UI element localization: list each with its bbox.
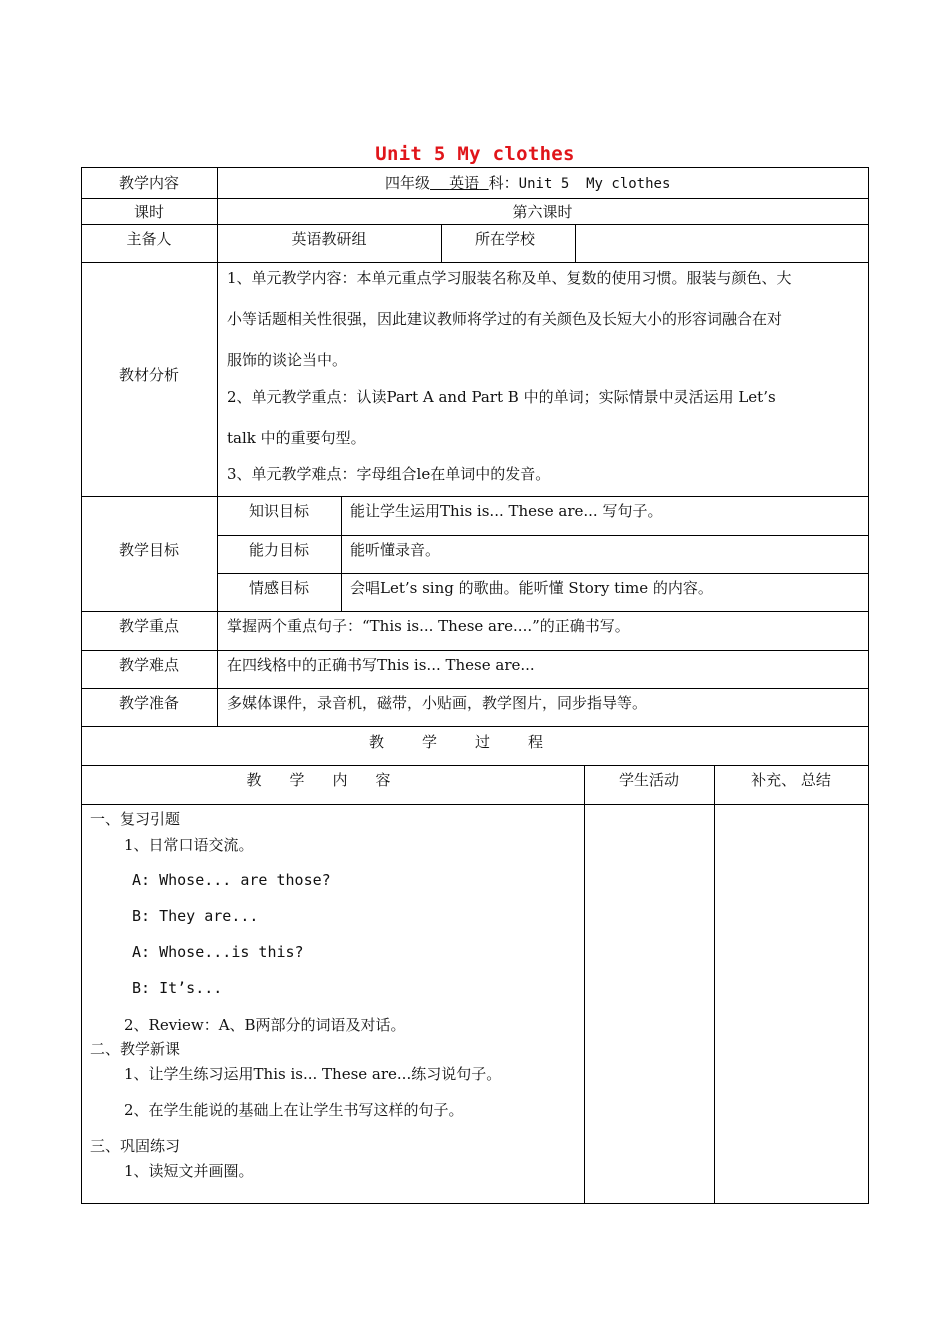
objective-name: 知识目标 bbox=[248, 502, 309, 520]
objective-name: 情感目标 bbox=[248, 579, 309, 597]
process-section: 二、教学新课 bbox=[90, 1040, 181, 1058]
unit-name: Unit 5 My clothes bbox=[518, 176, 671, 192]
process-line: A: Whose...is this? bbox=[132, 943, 304, 961]
col-student-header: 学生活动 bbox=[618, 771, 679, 789]
objectives-label: 教学目标 bbox=[118, 541, 179, 559]
objective-text: 能让学生运用This is... These are... 写句子。 bbox=[350, 502, 663, 520]
page-title: Unit 5 My clothes bbox=[375, 143, 575, 165]
content-value bbox=[385, 174, 670, 193]
analysis-line: talk 中的重要句型。 bbox=[227, 429, 366, 447]
key-points-label: 教学重点 bbox=[118, 617, 179, 635]
difficulties-label: 教学难点 bbox=[118, 656, 179, 674]
process-heading: 教学过程 bbox=[368, 733, 581, 751]
process-line: B: They are... bbox=[132, 907, 259, 925]
grade: 四年级 bbox=[385, 174, 431, 192]
col-content-header: 教学内容 bbox=[246, 771, 419, 789]
analysis-label: 教材分析 bbox=[118, 366, 179, 384]
period-label: 课时 bbox=[133, 203, 164, 221]
analysis-line: 服饰的谈论当中。 bbox=[227, 351, 348, 369]
analysis-line: 2、单元教学重点：认读Part A and Part B 中的单词；实际情景中灵活运用 Let’s bbox=[227, 388, 776, 406]
subject: 英语 bbox=[449, 174, 480, 192]
analysis-line: 小等话题相关性很强，因此建议教师将学过的有关颜色及长短大小的形容词融合在对 bbox=[227, 310, 783, 328]
preparation-label: 教学准备 bbox=[118, 694, 179, 712]
process-line: A: Whose... are those? bbox=[132, 871, 331, 889]
col-notes-header: 补充、 总结 bbox=[751, 771, 831, 789]
school-label: 所在学校 bbox=[475, 230, 536, 248]
preparer-label: 主备人 bbox=[126, 230, 172, 248]
process-line: 1、日常口语交流。 bbox=[124, 836, 254, 854]
analysis-line: 3、单元教学难点：字母组合le在单词中的发音。 bbox=[227, 465, 551, 483]
objective-text: 会唱Let’s sing 的歌曲。能听懂 Story time 的内容。 bbox=[350, 579, 713, 597]
preparation-value: 多媒体课件，录音机，磁带，小贴画，教学图片，同步指导等。 bbox=[227, 694, 648, 712]
preparer-value: 英语教研组 bbox=[291, 230, 367, 248]
period-value: 第六课时 bbox=[512, 203, 573, 221]
process-line: B: It’s... bbox=[132, 979, 223, 997]
content-label: 教学内容 bbox=[118, 174, 179, 192]
objective-text: 能听懂录音。 bbox=[350, 541, 441, 559]
process-section: 三、巩固练习 bbox=[90, 1137, 181, 1155]
subject-blank bbox=[430, 174, 489, 192]
subject-suffix: 科： bbox=[488, 174, 519, 192]
process-line: 1、读短文并画圈。 bbox=[124, 1162, 254, 1180]
process-line: 1、让学生练习运用This is... These are...练习说句子。 bbox=[124, 1065, 502, 1083]
objective-name: 能力目标 bbox=[248, 541, 309, 559]
process-line: 2、在学生能说的基础上在让学生书写这样的句子。 bbox=[124, 1101, 464, 1119]
process-section: 一、复习引题 bbox=[90, 810, 181, 828]
analysis-line: 1、单元教学内容：本单元重点学习服装名称及单、复数的使用习惯。服装与颜色、大 bbox=[227, 269, 792, 287]
difficulties-value: 在四线格中的正确书写This is... These are... bbox=[227, 656, 535, 674]
process-line: 2、Review：A、B两部分的词语及对话。 bbox=[124, 1016, 406, 1034]
key-points-value: 掌握两个重点句子：“This is... These are....”的正确书写。 bbox=[227, 617, 630, 635]
